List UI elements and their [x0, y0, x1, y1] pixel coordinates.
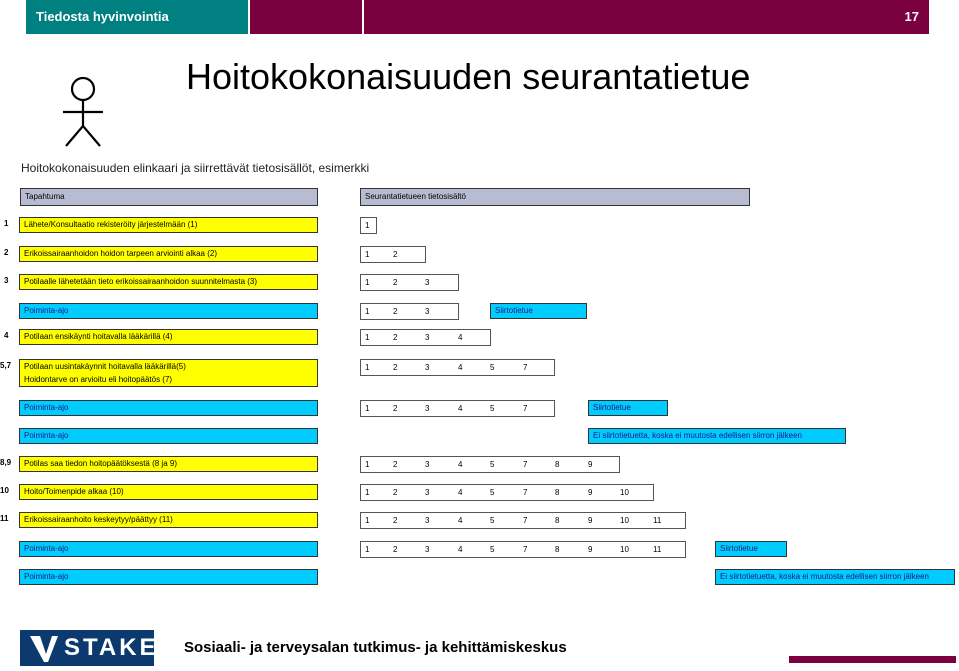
content-item: 2 [393, 307, 398, 316]
content-item: 8 [555, 488, 560, 497]
content-item: 3 [425, 363, 430, 372]
banner-divider [250, 0, 362, 34]
content-items [360, 303, 459, 320]
extraction-run [19, 428, 318, 444]
content-item: 7 [523, 363, 528, 372]
event-label-secondary: Hoidontarve on arvioitu eli hoitopäätös (7) [24, 375, 173, 384]
content-item: 4 [458, 404, 463, 413]
event-label: Poiminta-ajo [24, 572, 69, 581]
event-box [19, 217, 318, 233]
content-items [360, 400, 555, 417]
page-number: 17 [364, 0, 929, 34]
content-item: 5 [490, 516, 495, 525]
logo-text: STAKES [64, 634, 178, 661]
content-items [360, 512, 686, 529]
content-item: 5 [490, 545, 495, 554]
row-number: 5,7 [0, 361, 12, 370]
event-box [19, 246, 318, 262]
footer-bar [789, 656, 956, 663]
content-item: 1 [365, 545, 370, 554]
row-number: 2 [4, 248, 9, 257]
content-item: 2 [393, 363, 398, 372]
content-item: 1 [365, 250, 370, 259]
extraction-run [19, 569, 318, 585]
row-number: 1 [4, 219, 9, 228]
content-item: 8 [555, 460, 560, 469]
content-item: 7 [523, 488, 528, 497]
content-item: 5 [490, 404, 495, 413]
content-item: 9 [588, 488, 593, 497]
content-item: 11 [653, 545, 662, 554]
event-label: Poiminta-ajo [24, 431, 69, 440]
content-item: 2 [393, 278, 398, 287]
content-item: 9 [588, 516, 593, 525]
event-box [19, 274, 318, 290]
subtitle: Hoitokokonaisuuden elinkaari ja siirrettävät tietosisällöt, esimerkki [21, 161, 370, 175]
page-title: Hoitokokonaisuuden seurantatietue [186, 56, 751, 97]
event-label: Poiminta-ajo [24, 306, 69, 315]
content-item: 11 [653, 516, 662, 525]
content-items [360, 456, 620, 473]
extraction-run [19, 400, 318, 416]
content-item: 4 [458, 516, 463, 525]
content-item: 7 [523, 516, 528, 525]
content-item: 1 [365, 333, 370, 342]
row-number: 10 [0, 486, 9, 495]
person-icon [58, 76, 108, 150]
content-item: 2 [393, 460, 398, 469]
event-box [19, 456, 318, 472]
content-items [360, 329, 491, 346]
content-item: 3 [425, 278, 430, 287]
content-item: 3 [425, 545, 430, 554]
content-item: 4 [458, 363, 463, 372]
content-item: 1 [365, 460, 370, 469]
content-item: 5 [490, 488, 495, 497]
row-number: 8,9 [0, 458, 12, 467]
content-item: 3 [425, 516, 430, 525]
content-item: 3 [425, 307, 430, 316]
content-item: 1 [365, 516, 370, 525]
event-label: Lähete/Konsultaatio rekisteröity järjestelmään (1) [24, 220, 198, 229]
content-items [360, 246, 426, 263]
organization-name: Sosiaali- ja terveysalan tutkimus- ja kehittämiskeskus [184, 639, 567, 656]
content-item: 3 [425, 488, 430, 497]
content-item: 1 [365, 307, 370, 316]
content-items [360, 217, 377, 234]
content-item: 7 [523, 460, 528, 469]
content-item: 9 [588, 545, 593, 554]
transfer-result: Siirtotietue [490, 303, 587, 319]
content-item: 1 [365, 363, 370, 372]
content-item: 3 [425, 333, 430, 342]
content-item: 7 [523, 545, 528, 554]
content-item: 10 [620, 545, 629, 554]
content-item: 1 [365, 278, 370, 287]
content-items [360, 484, 654, 501]
event-label: Poiminta-ajo [24, 403, 69, 412]
top-banner [26, 0, 929, 34]
transfer-result: Ei siirtotietuetta, koska ei muutosta edellisen siirron jälkeen [715, 569, 955, 585]
content-items [360, 541, 686, 558]
content-item: 2 [393, 516, 398, 525]
content-item: 2 [393, 545, 398, 554]
event-label: Hoito/Toimenpide alkaa (10) [24, 487, 124, 496]
content-item: 4 [458, 333, 463, 342]
event-box [19, 484, 318, 500]
content-item: 10 [620, 516, 629, 525]
event-label: Erikoissairaanhoito keskeytyy/päättyy (11) [24, 515, 173, 524]
header-content: Seurantatietueen tietosisältö [360, 188, 750, 206]
header-event: Tapahtuma [20, 188, 318, 206]
event-label: Potilas saa tiedon hoitopäätöksestä (8 ja 9) [24, 459, 177, 468]
event-label: Erikoissairaanhoidon hoidon tarpeen arviointi alkaa (2) [24, 249, 218, 258]
extraction-run [19, 541, 318, 557]
content-item: 3 [425, 404, 430, 413]
content-item: 4 [458, 545, 463, 554]
event-label: Potilaan ensikäynti hoitavalla lääkärillä (4) [24, 332, 173, 341]
content-item: 8 [555, 516, 560, 525]
content-items [360, 274, 459, 291]
content-items [360, 359, 555, 376]
content-item: 2 [393, 404, 398, 413]
content-item: 4 [458, 460, 463, 469]
event-label: Potilaan uusintakäynnit hoitavalla lääkärillä(5) [24, 362, 186, 371]
section-title: Tiedosta hyvinvointia [26, 0, 248, 34]
content-item: 7 [523, 404, 528, 413]
event-box [19, 512, 318, 528]
content-item: 2 [393, 250, 398, 259]
transfer-result: Siirtotietue [715, 541, 787, 557]
content-item: 9 [588, 460, 593, 469]
content-item: 1 [365, 488, 370, 497]
event-label: Poiminta-ajo [24, 544, 69, 553]
row-number: 4 [4, 331, 9, 340]
content-item: 3 [425, 460, 430, 469]
event-box [19, 359, 318, 387]
content-item: 10 [620, 488, 629, 497]
content-item: 8 [555, 545, 560, 554]
content-item: 1 [365, 404, 370, 413]
content-item: 1 [365, 221, 370, 230]
transfer-result: Siirtotietue [588, 400, 668, 416]
event-box [19, 329, 318, 345]
event-label: Potilaalle lähetetään tieto erikoissairaanhoidon suunnitelmasta (3) [24, 277, 258, 286]
row-number: 3 [4, 276, 9, 285]
content-item: 5 [490, 363, 495, 372]
transfer-result: Ei siirtotietuetta, koska ei muutosta edellisen siirron jälkeen [588, 428, 846, 444]
content-item: 5 [490, 460, 495, 469]
content-item: 4 [458, 488, 463, 497]
content-item: 2 [393, 333, 398, 342]
row-number: 11 [0, 514, 9, 523]
extraction-run [19, 303, 318, 319]
content-item: 2 [393, 488, 398, 497]
